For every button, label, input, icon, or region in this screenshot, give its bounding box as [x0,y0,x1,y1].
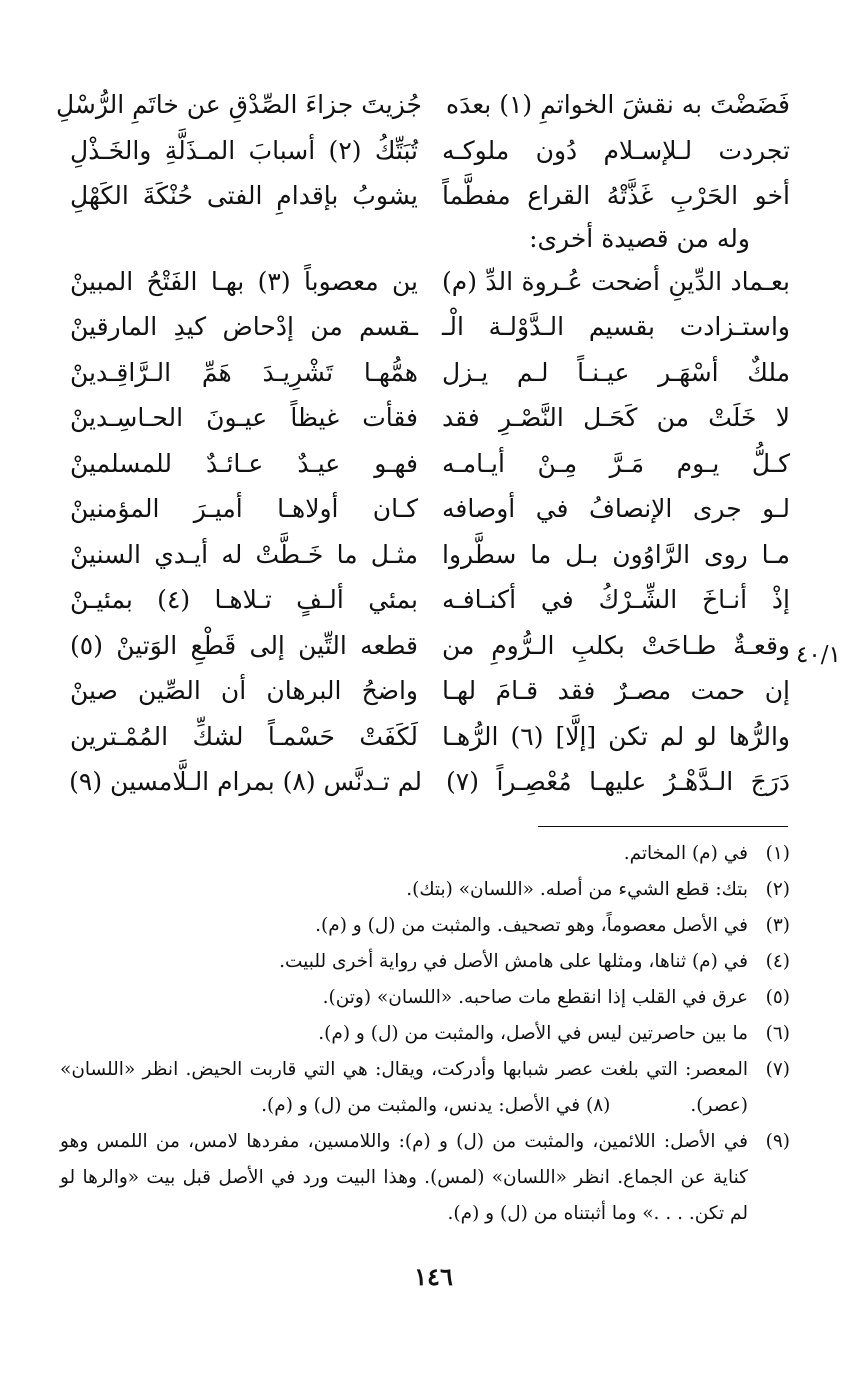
verse-first-hemistich: لـو جرى الإنصافُ في أوصافه [442,494,790,524]
footnote-number: (٩) [765,1131,790,1152]
verse-first-hemistich: لا خَلَتْ من كَحَـل النَّصْـرِ فقد [442,403,790,433]
footnote-text: ما بين حاصرتين ليس في الأصل، والمثبت من (ل) و (م). [318,1023,748,1044]
verse-second-hemistich: كـان أولاهـا أميـرَ المؤمنينْ [70,494,418,524]
verse-second-hemistich: لم تـدنَّس (٨) بمرام الـلَّامسين (٩) [69,767,422,797]
verse-second-hemistich: همُّهـا تَشْرِيـدَ هَمِّ الـرَّاقِـدينْ [70,357,418,387]
verse-line [70,173,790,219]
verse-second-hemistich: ـقسم من إدْحاض كيدِ المارقينْ [70,312,418,342]
verse-line [70,304,790,350]
verse-first-hemistich: مـا روى الرَّاوُون بـل ما سطَّروا [442,539,790,569]
verse-line [70,486,790,532]
verse-second-hemistich: فقأت غيظاً عيـونَ الحـاسِـدينْ [70,403,418,433]
verse-first-hemistich: وقعـةٌ طـاحَتْ بكلبِ الـرُّومِ من [442,630,790,660]
verse-second-hemistich: قطعه التِّين إلى قَطْعِ الوَتينْ (٥) [70,630,418,660]
verse-first-hemistich: إن حمت مصـرٌ فقد قـامَ لهـا [442,676,790,706]
verse-line [70,759,790,805]
verse-line [70,259,790,305]
verse-first-hemistich: ملكٌ أسْهَـر عيـنـاً لـم يـزل [442,357,790,387]
verse-second-hemistich: لَكَفَتْ حَسْمـاً لشكِّ المُمْـترين [70,721,418,751]
poem-intro-line: وله من قصيدة أخرى: [529,223,750,253]
footnote-text: في الأصل: اللائمين، والمثبت من (ل) و (م): واللامسين، مفردها لامس، من اللمس وهو كناية عن الجماع. انظر «اللسان» (لمس). وهذا البيت ورد في الأصل قبل بيت «والرها لو لم تكن. . . .» وما أثبتناه من (ل) و (م). [60,1131,748,1224]
verse-first-hemistich: كـلُّ يـوم مَـرَّ مِـنْ أيـامـه [442,448,790,478]
footnote-number: (٧) [765,1059,790,1080]
verse-first-hemistich: تجردت لـلإسـلام دُون ملوكـه [442,135,790,165]
footnote-text: عرق في القلب إذا انقطع مات صاحبه. «اللسان» (وتن). [322,987,748,1008]
footnote-text [60,1052,748,1124]
page-number: ١٤٦ [414,1262,453,1291]
verse-line [70,128,790,174]
footnote [60,1124,790,1232]
footnotes [60,836,790,1232]
verse-first-hemistich: واستـزادت بقسيم الـدَّوْلـة الْـ [442,312,790,342]
manuscript-folio-reference: ٤٠/١ [796,642,841,668]
footnote-text: بتك: قطع الشيء من أصله. «اللسان» (بتك). [406,879,748,900]
verse-line [70,532,790,578]
footnote [60,1016,790,1052]
verse-second-hemistich: ين معصوباً (٣) بهـا الفَتْحُ المبينْ [70,266,419,296]
footnote-number: (٢) [765,879,790,900]
footnote [60,872,790,908]
verse-line [70,395,790,441]
footnote-text: في (م) المخاتم. [623,843,748,864]
footnote [60,836,790,872]
footnote-text: في الأصل: يدنس، والمثبت من (ل) و (م). [261,1095,581,1116]
verse-line [70,350,790,396]
verse-second-hemistich: واضحُ البرهان أن الصِّين صينْ [70,676,418,706]
verse-line [70,623,790,669]
verse-second-hemistich: تُبَتِّكُ (٢) أسبابَ المـذَلَّةِ والخَـذْلِ [70,135,418,165]
verse-second-hemistich: يشوبُ بإقدامِ الفتى حُنْكَةَ الكَهْلِ [70,181,418,211]
verse-first-hemistich: فَضَضْتَ به نقشَ الخواتمِ (١) بعدَه [446,90,790,120]
footnote-number: (٤) [765,951,790,972]
footnote [60,944,790,980]
footnote-number: (٨) [586,1095,611,1116]
verse-first-hemistich: دَرَجَ الـدَّهْـرُ عليهـا مُعْصِـراً (٧) [446,767,790,797]
verse-second-hemistich: فهـو عيـدٌ عـائـدٌ للمسلمينْ [70,448,418,478]
verse-second-hemistich: جُزيتَ جزاءَ الصِّدْقِ عن خاتَمِ الرُّسْلِ [55,90,422,120]
footnote-number: (٥) [765,987,790,1008]
verse-line [70,441,790,487]
footnote-inline [261,1095,610,1116]
verse-second-hemistich: مثـل ما خَـطَّتْ له أيـدي السنينْ [70,539,418,569]
verse-line [55,82,790,128]
footnote-separator [538,826,788,827]
footnote-number: (٣) [765,915,790,936]
footnote [60,980,790,1016]
verse-second-hemistich: بمئي ألـفٍ تـلاهـا (٤) بمئيـنْ [70,585,418,615]
verse-first-hemistich: إذْ أنـاخَ الشِّـرْكُ في أكنـافـه [442,585,790,615]
verse-first-hemistich: أخو الحَرْبِ غَذَّتْهُ القراع مفطَّماً [442,181,790,211]
footnote [60,1052,790,1124]
poem-block [55,82,790,805]
footnote-number: (١) [765,843,790,864]
verse-line [70,668,790,714]
footnote-text: في الأصل معصوماً، وهو تصحيف. والمثبت من (ل) و (م). [315,915,748,936]
footnote [60,908,790,944]
footnote-text: في (م) ثناها، ومثلها على هامش الأصل في رواية أخرى للبيت. [279,951,748,972]
footnote-7-text: المعصر: التي بلغت عصر شبابها وأدركت، ويقال: هي التي قاربت الحيض. انظر «اللسان» (عصر). [60,1059,748,1116]
footnote-number: (٦) [765,1023,790,1044]
verse-first-hemistich: بعـماد الدِّينِ أضحت عُـروة الدِّ (م) [442,266,790,296]
verse-first-hemistich: والرُّها لو لم تكن [إلَّا] (٦) الرُّهـا [442,721,790,751]
verse-line [70,714,790,760]
verse-line [70,577,790,623]
